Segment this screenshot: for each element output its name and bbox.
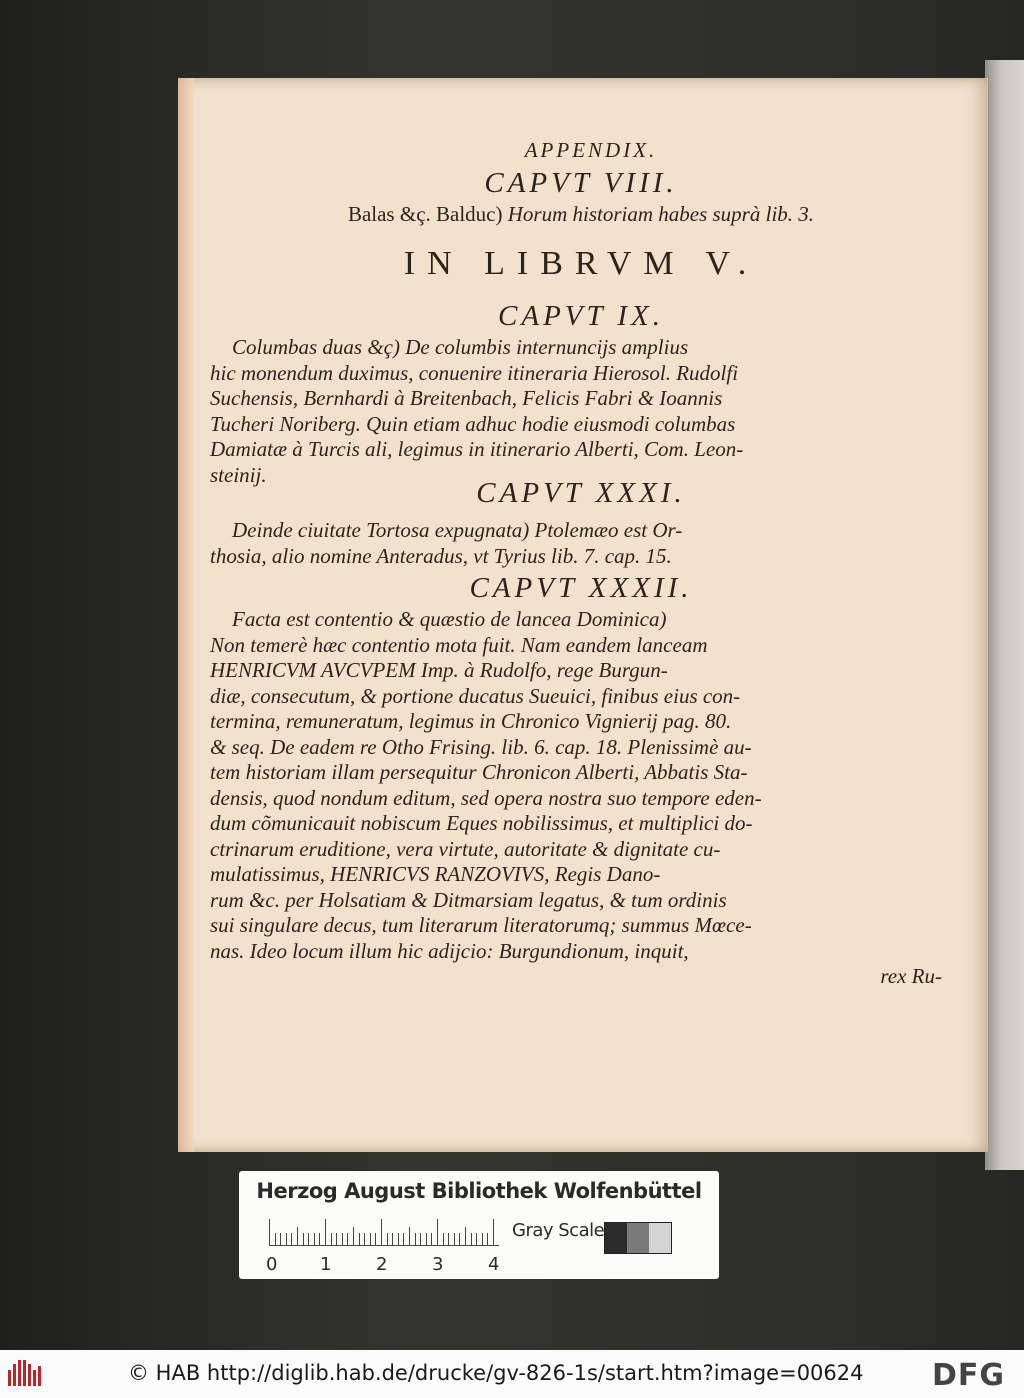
ruler-tick (465, 1227, 466, 1245)
caput-8-line (210, 202, 952, 228)
ruler-tick (342, 1233, 343, 1245)
caput-9-text (210, 335, 952, 488)
text-line: dum cõmunicauit nobiscum Eques nobilissimus, et multiplici do- (210, 811, 753, 835)
caput-9-heading: CAPVT IX. (498, 300, 664, 332)
ruler-tick (448, 1233, 449, 1245)
gray-scale-swatch (604, 1222, 672, 1254)
ruler-tick (269, 1219, 270, 1245)
caput-8-comment: Horum historiam habes suprà lib. 3. (507, 201, 815, 226)
ruler-tick (314, 1233, 315, 1245)
text-line: rum &c. per Holsatiam & Ditmarsiam legatus, & tum ordinis (210, 887, 727, 912)
ruler-tick (325, 1219, 326, 1245)
text-line: Damiatæ à Turcis ali, legimus in itinerario Alberti, Com. Leon- (210, 437, 744, 461)
ruler-tick (459, 1233, 460, 1245)
text-line: HENRICVM AVCVPEM Imp. à Rudolfo, rege Burgun- (210, 658, 668, 682)
ruler-tick (303, 1233, 304, 1245)
swatch-mid (627, 1223, 649, 1253)
running-head: APPENDIX. (524, 138, 658, 162)
ruler-tick (415, 1233, 416, 1245)
card-title: Herzog August Bibliothek Wolfenbüttel (256, 1179, 702, 1203)
ruler-tick (431, 1233, 432, 1245)
ruler-number: 3 (432, 1254, 444, 1275)
ruler-tick (359, 1233, 360, 1245)
ruler-tick (387, 1233, 388, 1245)
ruler-tick (375, 1233, 376, 1245)
text-line: mulatissimus, HENRICVS RANZOVIVS, Regis Dano- (210, 862, 661, 886)
ruler-tick (437, 1219, 438, 1245)
ruler-tick (308, 1233, 309, 1245)
text-line: nas. Ideo locum illum hic adijcio: Burgundionum, inquit, (210, 938, 689, 963)
facing-page-edge (985, 60, 1024, 1170)
page-text (210, 138, 952, 990)
ruler-tick (420, 1233, 421, 1245)
ruler-number: 1 (320, 1254, 332, 1275)
hab-logo-icon (8, 1360, 44, 1386)
ruler-tick (398, 1233, 399, 1245)
caput-31-text (210, 518, 952, 569)
ruler-tick (381, 1219, 382, 1245)
text-line: Non temerè hæc contentio mota fuit. Nam eandem lanceam (210, 632, 708, 657)
caput-32-heading: CAPVT XXXII. (469, 572, 693, 604)
ruler-tick (347, 1233, 348, 1245)
text-line: diæ, consecutum, & portione ducatus Sueuici, finibus eius con- (210, 683, 741, 708)
page-gutter (178, 78, 194, 1152)
ruler-tick (336, 1233, 337, 1245)
text-line: Columbas duas &ç) De columbis internuncijs amplius (232, 335, 689, 359)
ruler-tick (280, 1233, 281, 1245)
text-line: ctrinarum eruditione, vera virtute, autoritate & dignitate cu- (210, 836, 721, 861)
ruler-number: 2 (376, 1254, 388, 1275)
ruler-tick (291, 1233, 292, 1245)
text-line: sui singulare decus, tum literarum literatorumq; summus Mœce- (210, 913, 752, 937)
ruler-tick (364, 1233, 365, 1245)
caput-32-text (210, 607, 952, 990)
ruler-number: 0 (266, 1254, 278, 1275)
ruler-tick (409, 1227, 410, 1245)
ruler-tick (319, 1233, 320, 1245)
ruler-tick (286, 1233, 287, 1245)
ruler-tick (487, 1233, 488, 1245)
gray-scale-label: Gray Scale (512, 1220, 605, 1241)
ruler-tick (454, 1233, 455, 1245)
text-line: termina, remuneratum, legimus in Chronico Vignierij pag. 80. (210, 709, 732, 733)
ruler-tick (443, 1233, 444, 1245)
ruler-tick (403, 1233, 404, 1245)
text-line: Facta est contentio & quæstio de lancea Dominica) (232, 607, 667, 631)
ruler-tick (476, 1233, 477, 1245)
ruler-tick (471, 1233, 472, 1245)
text-line: hic monendum duximus, conuenire itineraria Hierosol. Rudolfi (210, 360, 739, 385)
ruler-tick (331, 1233, 332, 1245)
caput-8-heading: CAPVT VIII. (484, 166, 678, 199)
text-line: Suchensis, Bernhardi à Breitenbach, Felicis Fabri & Ioannis (210, 386, 723, 410)
dfg-logo: DFG (932, 1358, 1006, 1393)
ruler (269, 1219, 499, 1246)
ruler-tick (370, 1233, 371, 1245)
catchword: rex Ru- (880, 964, 942, 988)
caput-31-heading: CAPVT XXXI. (476, 477, 686, 509)
ruler-tick (426, 1233, 427, 1245)
caput-8-lemma: Balas &ç. Balduc) (347, 201, 503, 226)
text-line: & seq. De eadem re Otho Frising. lib. 6. cap. 18. Plenissimè au- (210, 734, 752, 759)
swatch-dark (605, 1223, 627, 1253)
text-line: tem historiam illam persequitur Chronicon Alberti, Abbatis Sta- (210, 760, 748, 784)
ruler-tick (275, 1233, 276, 1245)
ruler-tick (493, 1219, 494, 1245)
footer-credit-link[interactable]: © HAB http://diglib.hab.de/drucke/gv-826-1s/start.htm?image=00624 (128, 1361, 864, 1385)
text-line: densis, quod nondum editum, sed opera nostra suo tempore eden- (210, 785, 762, 810)
liber-heading: IN LIBRVM V. (403, 245, 759, 282)
swatch-light (649, 1223, 671, 1253)
text-line: thosia, alio nomine Anteradus, vt Tyrius lib. 7. cap. 15. (210, 543, 672, 568)
text-line: steinij. (210, 462, 267, 487)
ruler-tick (297, 1227, 298, 1245)
ruler-tick (392, 1233, 393, 1245)
text-line: Deinde ciuitate Tortosa expugnata) Ptolemæo est Or- (232, 518, 683, 542)
ruler-tick (482, 1233, 483, 1245)
ruler-number: 4 (488, 1254, 500, 1275)
text-line: Tucheri Noriberg. Quin etiam adhuc hodie eiusmodi columbas (210, 411, 736, 436)
ruler-tick (353, 1227, 354, 1245)
